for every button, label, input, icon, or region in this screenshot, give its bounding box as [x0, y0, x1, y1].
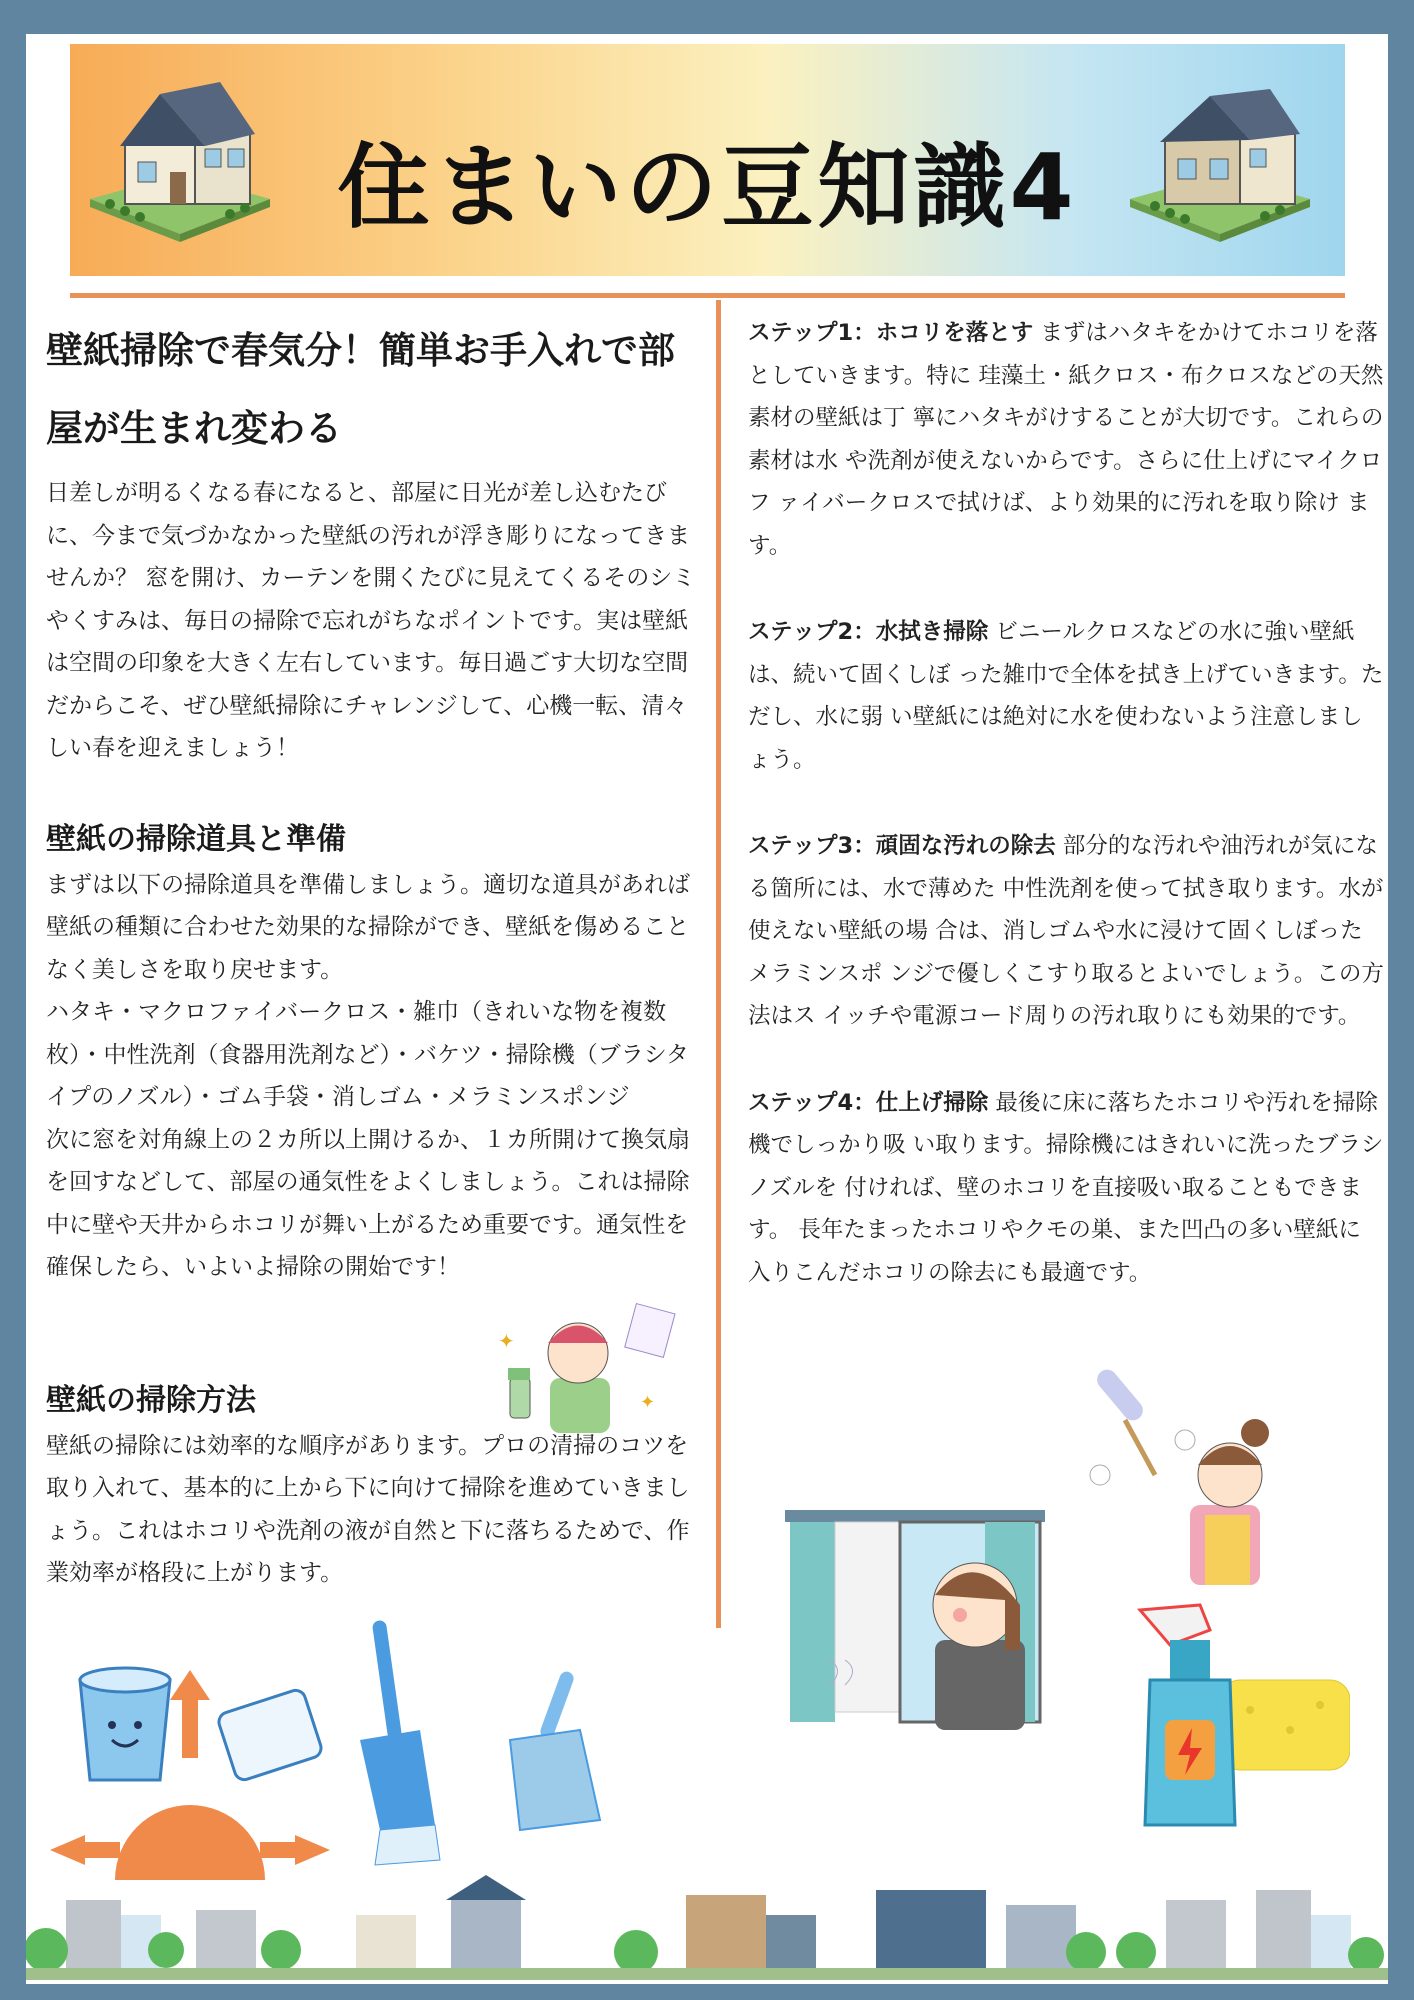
svg-text:✦: ✦	[498, 1329, 515, 1353]
title-banner	[70, 44, 1345, 276]
spray-sponge-illustration	[1130, 1600, 1350, 1830]
step-4-title: ステップ4：仕上げ掃除	[748, 1089, 989, 1116]
article-headline: 壁紙掃除で春気分！簡単お手入れで部屋が生まれ変わる	[46, 329, 675, 450]
window-woman-illustration	[785, 1510, 1055, 1735]
step-3-title: ステップ3：頑固な汚れの除去	[748, 833, 1056, 859]
page-title: 住まいの豆知識4	[337, 134, 1078, 241]
tools-paragraph-3: 次に窓を対角線上の２カ所以上開けるか、１カ所開けて換気扇を回すなどして、部屋の通気性をよくしましょう。これは掃除中に壁や天井からホコリが舞い上がるため重要です。通気性を確保したら、いよいよ掃除の開始です！	[46, 1126, 690, 1280]
tools-paragraph-1: まずは以下の掃除道具を準備しましょう。適切な道具があれば壁紙の種類に合わせた効果的な掃除ができ、壁紙を傷めることなく美しさを取り戻せます。	[46, 871, 690, 983]
intro-paragraph: 日差しが明るくなる春になると、部屋に日光が差し込むたびに、今まで気づかなかった壁紙の汚れが浮き彫りになってきませんか？ 窓を開け、カーテンを開くたびに見えてくるそのシミやくすみは、毎日の掃除で忘れがちなポイントです。実は壁紙は空間の印象を大きく左右しています。毎日過ごす大切な空間だからこそ、ぜひ壁紙掃除にチャレンジして、心機一転、清々しい春を迎えましょう！	[46, 480, 696, 761]
duster-woman-illustration	[1080, 1365, 1300, 1585]
method-heading: 壁紙の掃除方法	[46, 1382, 256, 1418]
step-2	[748, 611, 1384, 781]
step-2-title: ステップ2：水拭き掃除	[748, 619, 989, 645]
step-3-text: 部分的な汚れや油汚れが気になる箇所には、水で薄めた 中性洗剤を使って拭き取ります。水が使えない壁紙の場 合は、消しゴムや水に浸けて固くしぼったメラミンスポ ンジで優しくこすり取るとよいでしょう。この方法はス イッチや電源コード周りの汚れ取りにも効果的です。	[748, 833, 1384, 1029]
tools-heading: 壁紙の掃除道具と準備	[46, 821, 346, 857]
column-divider	[716, 300, 721, 1628]
house-illustration-right	[1120, 74, 1320, 244]
step-1	[748, 312, 1384, 567]
step-4	[748, 1082, 1384, 1295]
step-2-text: ビニールクロスなどの水に強い壁紙は、続いて固くしぼ った雑巾で全体を拭き上げていきます。ただし、水に弱 い壁紙には絶対に水を使わないよう注意しましょう。	[748, 619, 1384, 773]
step-1-text: まずはハタキをかけてホコリを落としていきます。特に 珪藻土・紙クロス・布クロスなどの天然素材の壁紙は丁 寧にハタキがけすることが大切です。これらの素材は水 や洗剤が使えないからです。さらに仕上げにマイクロフ ァイバークロスで拭けば、より効果的に汚れを取り除け ます。	[748, 320, 1384, 559]
svg-text:✦: ✦	[640, 1392, 656, 1413]
step-1-title: ステップ1：ホコリを落とす	[748, 320, 1034, 346]
town-skyline-illustration	[26, 1840, 1388, 1980]
right-column	[748, 312, 1384, 1294]
step-3	[748, 825, 1384, 1038]
header-divider	[70, 293, 1345, 298]
cleaning-woman-illustration	[490, 1298, 690, 1433]
tools-paragraph-2: ハタキ・マクロファイバークロス・雑巾（きれいな物を複数枚）・中性洗剤（食器用洗剤など）・バケツ・掃除機（ブラシタイプのノズル）・ゴム手袋・消しゴム・メラミンスポンジ	[46, 999, 689, 1110]
method-paragraph: 壁紙の掃除には効率的な順序があります。プロの清掃のコツを取り入れて、基本的に上から下に向けて掃除を進めていきましょう。これはホコリや洗剤の液が自然と下に落ちるためで、作業効率が格段に上がります。	[46, 1432, 690, 1586]
step-4-text: 最後に床に落ちたホコリや汚れを掃除機でしっかり吸 い取ります。掃除機にはきれいに洗ったブラシノズルを 付ければ、壁のホコリを直接吸い取ることもできます。 長年たまったホコリやクモの巣、また凹凸の多い壁紙に 入りこんだホコリの除去にも最適です。	[748, 1089, 1384, 1286]
